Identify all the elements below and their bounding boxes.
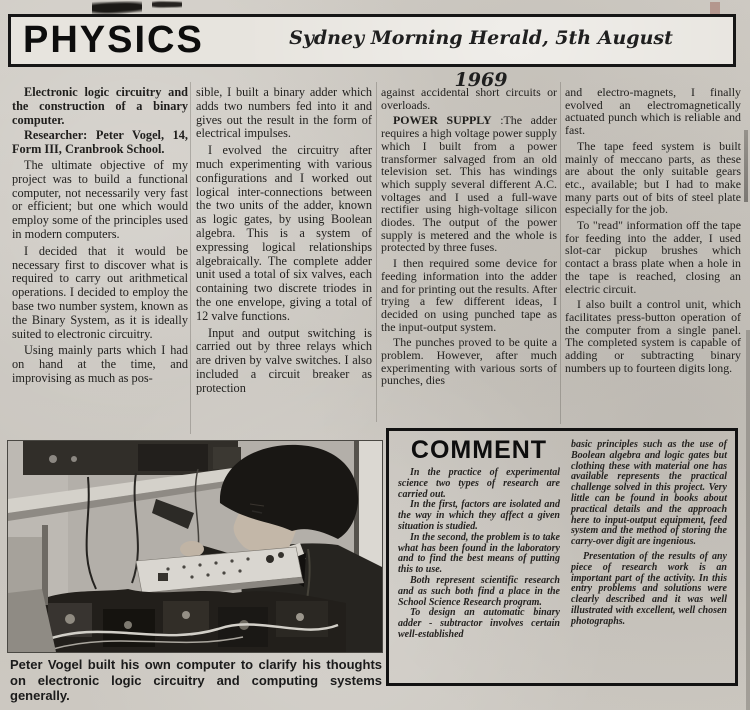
paragraph: I also built a control unit, which facilitates press-button operation of the computer from a single panel. The completed system is capable of adding or subtracting binary numbers up to fourteen digits long.	[565, 297, 741, 375]
publication-date: Sydney Morning Herald, 5th August 1969	[289, 27, 673, 91]
paragraph: I evolved the circuitry after much experimenting with various configurations and I worked out logical inter-connections between the two units of the adder, known as logic gates, by using Boolean algebra. This is a system of expressing logical relationships algebraically. The complete adder unit used a total of six valves, each containing two discrete triodes in the one envelope, giving a total of 12 valve functions.	[196, 143, 372, 323]
article-column-1	[12, 86, 188, 389]
photo-caption: Peter Vogel built his own computer to clarify his thoughts on electronic logic circuitry and computing systems generally.	[10, 657, 382, 703]
paragraph-power-supply	[381, 114, 557, 254]
comment-title: COMMENT	[410, 436, 548, 464]
power-supply-text: :The adder requires a high voltage power supply which I built from a power transformer salvaged from an old television set. This has windings which supply several different A.C. voltages and I used a full-wave rectifier using high-voltage silicon diodes. The output of the power supply is metered and the whole is protected by three fuses.	[381, 113, 558, 255]
paragraph: The punches proved to be quite a problem. However, after much experimenting with various sorts of punches, dies	[381, 335, 557, 388]
researcher-line: Researcher: Peter Vogel, 14, Form III, Cranbrook School.	[12, 128, 188, 157]
comment-paragraph: Both represent scientific research and as such both find a place in the School Science Research program.	[398, 574, 560, 608]
comment-paragraph: Presentation of the results of any piece of research work is an important part of the activity. In this entry problems and solutions were clearly described and it was well illustrated with excellent, well chosen photographs.	[571, 550, 727, 627]
comment-paragraph: In the practice of experimental science two types of research are carried out.	[398, 467, 560, 500]
paragraph: I decided that it would be necessary first to discover what is required to carry out arithmetical operations. I decided to employ the base two number system, known as the Binary System, as it is ideally suited to electronic circuitry.	[12, 243, 188, 341]
article-title: Electronic logic circuitry and the construction of a binary computer.	[12, 85, 188, 127]
ink-smudge	[92, 1, 142, 14]
paragraph: Using mainly parts which I had on hand at the time, and improvising as much as pos-	[12, 343, 188, 385]
paragraph: I then required some device for feeding information into the adder and for printing out the results. After trying a few different ideas, I decided on using punched tape as the input-output system.	[381, 256, 557, 334]
scan-edge-shadow	[746, 330, 750, 710]
photo-illustration	[8, 441, 382, 652]
paragraph: The tape feed system is built mainly of meccano parts, as these are about the only suitable gears etc., available; but I had to make many parts out of bits of steel plate especially for the job.	[565, 138, 741, 217]
column-rule	[560, 82, 561, 424]
column-rule	[190, 82, 191, 434]
comment-paragraph: In the second, the problem is to take what has been found in the laboratory and to find the best means of putting this to use.	[398, 531, 560, 576]
section-title: PHYSICS	[23, 19, 204, 61]
paragraph: sible, I built a binary adder which adds two numbers fed into it and gives out the result in the form of electrical impulses.	[196, 85, 372, 141]
article-column-3	[381, 86, 557, 390]
hand	[180, 541, 204, 557]
paragraph: against accidental short circuits or overloads.	[381, 85, 557, 112]
comment-column-left	[398, 434, 560, 641]
comment-paragraph: basic principles such as the use of Boolean algebra and logic gates but clothing these with material one has available represents the practical challenge solved in this project. Very little can be found in books about practical details and the approach here to input-output equipment, feed system and the method of storing the carry-over digit are ingenious.	[571, 439, 727, 548]
article-column-4	[565, 86, 741, 377]
paragraph: and electro-magnets, I finally evolved an electromagnetically actuated punch which is reliable and fast.	[565, 85, 741, 138]
column-rule	[376, 82, 377, 422]
comment-column-right	[571, 440, 727, 628]
comment-paragraph: In the first, factors are isolated and the way in which they affect a given situation is studied.	[398, 499, 560, 532]
scan-edge-streak	[744, 130, 748, 202]
computer-equipment	[28, 589, 346, 652]
comment-paragraph: To design an automatic binary adder - subtractor involves certain well-established	[398, 607, 560, 640]
masthead-box	[8, 14, 736, 91]
paragraph: To "read" information off the tape for feeding into the adder, I used slot-car pickup brushes which contact a brass plate when a hole in the tape is reached, closing an electric circuit.	[565, 218, 741, 296]
photo	[8, 441, 382, 652]
paragraph: Input and output switching is carried out by three relays which are driven by valve switches. I also included a circuit breaker as protection	[196, 325, 372, 395]
article-column-2	[196, 86, 372, 399]
power-supply-heading: POWER SUPPLY	[393, 113, 492, 128]
comment-box	[386, 428, 738, 686]
ink-smudge	[152, 0, 182, 9]
paragraph: The ultimate objective of my project was to build a functional computer, not necessarily very fast or efficient; but one which would employ some of the principles used in modern computers.	[12, 157, 188, 241]
